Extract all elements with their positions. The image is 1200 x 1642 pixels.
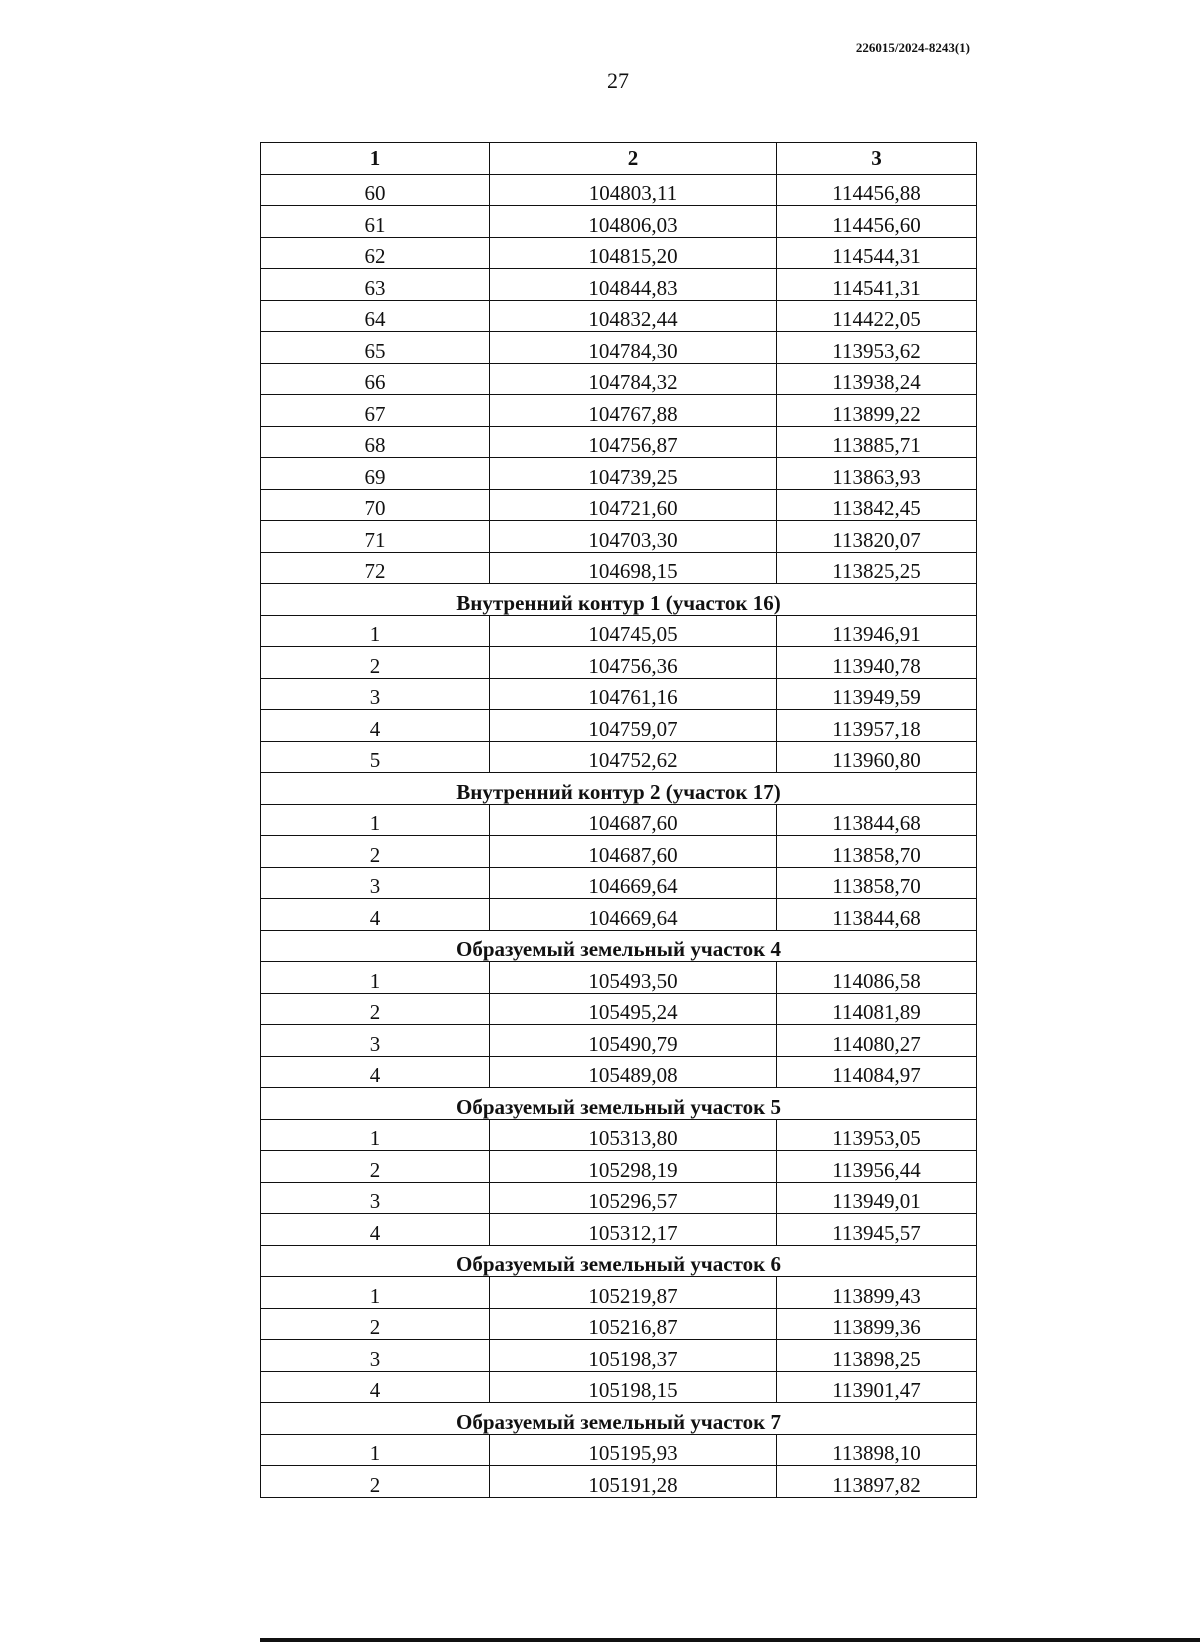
table-row xyxy=(261,899,977,931)
x-coordinate-cell: 105495,24 xyxy=(490,993,777,1025)
table-row xyxy=(261,1308,977,1340)
point-number-cell: 2 xyxy=(261,993,490,1025)
table-row xyxy=(261,678,977,710)
section-title: Образуемый земельный участок 4 xyxy=(261,930,977,962)
x-coordinate-cell: 105219,87 xyxy=(490,1277,777,1309)
table-row xyxy=(261,647,977,679)
table-row xyxy=(261,836,977,868)
point-number-cell: 4 xyxy=(261,899,490,931)
table-row xyxy=(261,1277,977,1309)
point-number-cell: 60 xyxy=(261,174,490,206)
y-coordinate-cell: 113953,05 xyxy=(777,1119,977,1151)
y-coordinate-cell: 113844,68 xyxy=(777,804,977,836)
y-coordinate-cell: 113953,62 xyxy=(777,332,977,364)
y-coordinate-cell: 113945,57 xyxy=(777,1214,977,1246)
table-row xyxy=(261,1214,977,1246)
x-coordinate-cell: 105312,17 xyxy=(490,1214,777,1246)
point-number-cell: 63 xyxy=(261,269,490,301)
table-row xyxy=(261,363,977,395)
point-number-cell: 2 xyxy=(261,1308,490,1340)
y-coordinate-cell: 114544,31 xyxy=(777,237,977,269)
y-coordinate-cell: 113949,01 xyxy=(777,1182,977,1214)
x-coordinate-cell: 105296,57 xyxy=(490,1182,777,1214)
point-number-cell: 69 xyxy=(261,458,490,490)
x-coordinate-cell: 104669,64 xyxy=(490,867,777,899)
point-number-cell: 1 xyxy=(261,615,490,647)
y-coordinate-cell: 113897,82 xyxy=(777,1466,977,1498)
x-coordinate-cell: 104784,30 xyxy=(490,332,777,364)
section-header-row xyxy=(261,1088,977,1120)
point-number-cell: 1 xyxy=(261,1119,490,1151)
point-number-cell: 64 xyxy=(261,300,490,332)
table-body xyxy=(261,174,977,1497)
y-coordinate-cell: 114422,05 xyxy=(777,300,977,332)
y-coordinate-cell: 114456,60 xyxy=(777,206,977,238)
table-row xyxy=(261,269,977,301)
table-row xyxy=(261,237,977,269)
table-row xyxy=(261,521,977,553)
table-row xyxy=(261,332,977,364)
x-coordinate-cell: 105298,19 xyxy=(490,1151,777,1183)
table-row xyxy=(261,1371,977,1403)
y-coordinate-cell: 113901,47 xyxy=(777,1371,977,1403)
table-row xyxy=(261,993,977,1025)
x-coordinate-cell: 105489,08 xyxy=(490,1056,777,1088)
point-number-cell: 68 xyxy=(261,426,490,458)
point-number-cell: 66 xyxy=(261,363,490,395)
y-coordinate-cell: 113957,18 xyxy=(777,710,977,742)
x-coordinate-cell: 104806,03 xyxy=(490,206,777,238)
table-row xyxy=(261,174,977,206)
y-coordinate-cell: 113820,07 xyxy=(777,521,977,553)
y-coordinate-cell: 113825,25 xyxy=(777,552,977,584)
x-coordinate-cell: 104703,30 xyxy=(490,521,777,553)
x-coordinate-cell: 104687,60 xyxy=(490,836,777,868)
y-coordinate-cell: 114086,58 xyxy=(777,962,977,994)
table-row xyxy=(261,804,977,836)
x-coordinate-cell: 104803,11 xyxy=(490,174,777,206)
section-title: Образуемый земельный участок 5 xyxy=(261,1088,977,1120)
y-coordinate-cell: 113858,70 xyxy=(777,836,977,868)
y-coordinate-cell: 113940,78 xyxy=(777,647,977,679)
x-coordinate-cell: 104745,05 xyxy=(490,615,777,647)
point-number-cell: 1 xyxy=(261,804,490,836)
column-header: 2 xyxy=(490,143,777,175)
x-coordinate-cell: 104767,88 xyxy=(490,395,777,427)
section-header-row xyxy=(261,1245,977,1277)
table-row xyxy=(261,1119,977,1151)
y-coordinate-cell: 113946,91 xyxy=(777,615,977,647)
y-coordinate-cell: 113956,44 xyxy=(777,1151,977,1183)
x-coordinate-cell: 104669,64 xyxy=(490,899,777,931)
x-coordinate-cell: 104687,60 xyxy=(490,804,777,836)
y-coordinate-cell: 113844,68 xyxy=(777,899,977,931)
section-title: Внутренний контур 2 (участок 17) xyxy=(261,773,977,805)
point-number-cell: 1 xyxy=(261,962,490,994)
table-row xyxy=(261,1025,977,1057)
table-row xyxy=(261,395,977,427)
table-header-row xyxy=(261,143,977,175)
section-title: Образуемый земельный участок 6 xyxy=(261,1245,977,1277)
table-row xyxy=(261,1151,977,1183)
x-coordinate-cell: 105493,50 xyxy=(490,962,777,994)
x-coordinate-cell: 104815,20 xyxy=(490,237,777,269)
point-number-cell: 2 xyxy=(261,836,490,868)
x-coordinate-cell: 104721,60 xyxy=(490,489,777,521)
x-coordinate-cell: 104752,62 xyxy=(490,741,777,773)
point-number-cell: 3 xyxy=(261,1340,490,1372)
point-number-cell: 2 xyxy=(261,1151,490,1183)
point-number-cell: 5 xyxy=(261,741,490,773)
y-coordinate-cell: 114081,89 xyxy=(777,993,977,1025)
y-coordinate-cell: 113898,10 xyxy=(777,1434,977,1466)
point-number-cell: 2 xyxy=(261,647,490,679)
page-number: 27 xyxy=(607,68,629,93)
y-coordinate-cell: 113863,93 xyxy=(777,458,977,490)
y-coordinate-cell: 113842,45 xyxy=(777,489,977,521)
x-coordinate-cell: 104759,07 xyxy=(490,710,777,742)
point-number-cell: 1 xyxy=(261,1434,490,1466)
y-coordinate-cell: 113960,80 xyxy=(777,741,977,773)
x-coordinate-cell: 104784,32 xyxy=(490,363,777,395)
section-header-row xyxy=(261,773,977,805)
y-coordinate-cell: 113949,59 xyxy=(777,678,977,710)
x-coordinate-cell: 105195,93 xyxy=(490,1434,777,1466)
point-number-cell: 61 xyxy=(261,206,490,238)
point-number-cell: 62 xyxy=(261,237,490,269)
table-row xyxy=(261,300,977,332)
point-number-cell: 72 xyxy=(261,552,490,584)
coordinates-table xyxy=(260,142,977,1498)
table-row xyxy=(261,615,977,647)
point-number-cell: 4 xyxy=(261,1371,490,1403)
x-coordinate-cell: 104756,36 xyxy=(490,647,777,679)
x-coordinate-cell: 104761,16 xyxy=(490,678,777,710)
table-row xyxy=(261,710,977,742)
section-header-row xyxy=(261,1403,977,1435)
table-row xyxy=(261,206,977,238)
point-number-cell: 4 xyxy=(261,710,490,742)
section-title: Внутренний контур 1 (участок 16) xyxy=(261,584,977,616)
document-number: 226015/2024-8243(1) xyxy=(855,40,970,55)
y-coordinate-cell: 113858,70 xyxy=(777,867,977,899)
point-number-cell: 4 xyxy=(261,1056,490,1088)
table-row xyxy=(261,1466,977,1498)
point-number-cell: 70 xyxy=(261,489,490,521)
y-coordinate-cell: 114456,88 xyxy=(777,174,977,206)
table-row xyxy=(261,741,977,773)
x-coordinate-cell: 104832,44 xyxy=(490,300,777,332)
point-number-cell: 3 xyxy=(261,1025,490,1057)
table-row xyxy=(261,1340,977,1372)
x-coordinate-cell: 105216,87 xyxy=(490,1308,777,1340)
y-coordinate-cell: 113898,25 xyxy=(777,1340,977,1372)
y-coordinate-cell: 113899,43 xyxy=(777,1277,977,1309)
point-number-cell: 65 xyxy=(261,332,490,364)
point-number-cell: 1 xyxy=(261,1277,490,1309)
point-number-cell: 2 xyxy=(261,1466,490,1498)
table-row xyxy=(261,1182,977,1214)
table-row xyxy=(261,1056,977,1088)
y-coordinate-cell: 113938,24 xyxy=(777,363,977,395)
section-header-row xyxy=(261,584,977,616)
x-coordinate-cell: 105198,15 xyxy=(490,1371,777,1403)
y-coordinate-cell: 114541,31 xyxy=(777,269,977,301)
table-row xyxy=(261,867,977,899)
y-coordinate-cell: 113899,36 xyxy=(777,1308,977,1340)
point-number-cell: 3 xyxy=(261,678,490,710)
x-coordinate-cell: 105191,28 xyxy=(490,1466,777,1498)
x-coordinate-cell: 104756,87 xyxy=(490,426,777,458)
y-coordinate-cell: 113885,71 xyxy=(777,426,977,458)
x-coordinate-cell: 104739,25 xyxy=(490,458,777,490)
x-coordinate-cell: 105313,80 xyxy=(490,1119,777,1151)
point-number-cell: 3 xyxy=(261,1182,490,1214)
section-header-row xyxy=(261,930,977,962)
y-coordinate-cell: 113899,22 xyxy=(777,395,977,427)
point-number-cell: 71 xyxy=(261,521,490,553)
y-coordinate-cell: 114080,27 xyxy=(777,1025,977,1057)
section-title: Образуемый земельный участок 7 xyxy=(261,1403,977,1435)
table-row xyxy=(261,1434,977,1466)
y-coordinate-cell: 114084,97 xyxy=(777,1056,977,1088)
point-number-cell: 67 xyxy=(261,395,490,427)
point-number-cell: 4 xyxy=(261,1214,490,1246)
x-coordinate-cell: 104844,83 xyxy=(490,269,777,301)
table-row xyxy=(261,962,977,994)
point-number-cell: 3 xyxy=(261,867,490,899)
footer-divider xyxy=(260,1638,1200,1642)
table-row xyxy=(261,426,977,458)
x-coordinate-cell: 105490,79 xyxy=(490,1025,777,1057)
table-row xyxy=(261,489,977,521)
column-header: 1 xyxy=(261,143,490,175)
table-row xyxy=(261,552,977,584)
x-coordinate-cell: 105198,37 xyxy=(490,1340,777,1372)
column-header: 3 xyxy=(777,143,977,175)
table-row xyxy=(261,458,977,490)
x-coordinate-cell: 104698,15 xyxy=(490,552,777,584)
